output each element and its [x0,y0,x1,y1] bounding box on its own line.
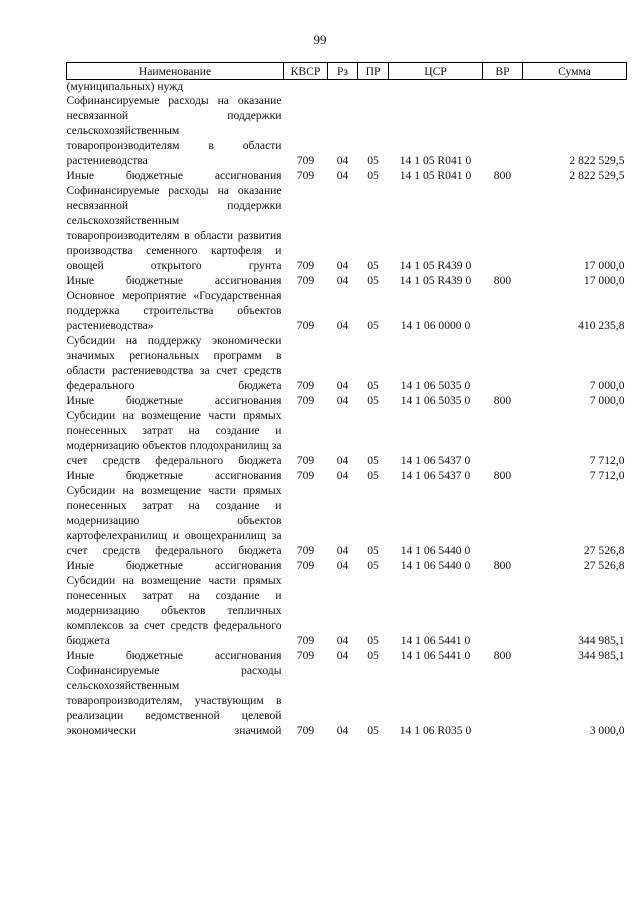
cell-pr: 05 [367,169,379,182]
table-row [67,648,627,663]
cell-vr [483,483,523,558]
cell-csr: 14 1 06 R035 0 [399,724,472,737]
header-vr: ВР [483,63,523,80]
table-row [67,288,627,333]
cell-sum: 2 822 529,5 [569,154,625,167]
cell-vr: 800 [493,169,512,182]
cell-name: Субсидии на возмещение части прямых понесенных затрат на создание и модернизацию объектов картофелехранилищ и овощехранилищ за счет средств федерального бюджета [66,484,282,557]
cell-csr: 14 1 06 5437 0 [400,454,471,467]
cell-rz: 04 [336,169,349,182]
cell-csr: 14 1 06 5437 0 [400,469,471,482]
cell-csr: 14 1 06 5440 0 [400,544,471,557]
cell-name: Иные бюджетные ассигнования [66,469,282,482]
continuation-row [67,80,627,94]
cell-vr: 800 [493,559,512,572]
cell-csr: 14 1 05 R439 0 [399,274,472,287]
header-rz: Рз [328,63,358,80]
cell-rz: 04 [336,394,349,407]
header-kvsr: КВСР [284,63,328,80]
cell-kvsr: 709 [296,379,315,392]
cell-name: Иные бюджетные ассигнования [66,559,282,572]
cell-kvsr: 709 [296,394,315,407]
cell-csr: 14 1 06 5035 0 [400,394,471,407]
cell-kvsr: 709 [296,319,315,332]
cell-rz: 04 [336,544,349,557]
cell-vr: 800 [493,274,512,287]
cell-vr [483,93,523,168]
page-number: 99 [313,32,327,47]
cell-pr: 05 [367,319,379,332]
table-row [67,663,627,738]
cell-pr: 05 [367,274,379,287]
cell-csr: 14 1 06 5440 0 [400,559,471,572]
cell-rz: 04 [336,454,349,467]
cell-name: Софинансируемые расходы сельскохозяйственным товаропроизводителям, участвующим в реализации ведомственной целевой экономически значимой [66,664,282,737]
cell-pr: 05 [367,559,379,572]
cell-name: Иные бюджетные ассигнования [66,169,282,182]
table-row [67,483,627,558]
budget-table [66,62,627,738]
cell-name: Иные бюджетные ассигнования [66,649,282,662]
cell-pr: 05 [367,259,379,272]
table-row [67,273,627,288]
table-header-row [67,63,627,80]
cell-sum: 17 000,0 [583,274,625,287]
cell-sum: 7 712,0 [589,454,625,467]
table-row [67,573,627,648]
cell-pr: 05 [367,544,379,557]
cell-kvsr: 709 [296,469,315,482]
cell-name: Иные бюджетные ассигнования [66,274,282,287]
table-row [67,558,627,573]
cell-name: Основное мероприятие «Государственная поддержка строительства объектов растениеводства» [66,289,282,332]
cell-vr [483,288,523,333]
cell-rz: 04 [336,274,349,287]
cell-kvsr: 709 [296,634,315,647]
cell-pr: 05 [367,634,379,647]
cell-csr: 14 1 06 0000 0 [400,319,471,332]
cell-pr: 05 [367,724,379,737]
cell-csr: 14 1 06 5035 0 [400,379,471,392]
cell-sum: 344 985,1 [578,649,625,662]
cell-pr: 05 [367,154,379,167]
cell-pr: 05 [367,379,379,392]
table-row [67,93,627,168]
header-sum: Сумма [523,63,627,80]
cell-vr [483,333,523,393]
cell-sum: 27 526,8 [583,559,625,572]
cell-name: Софинансируемые расходы на оказание несвязанной поддержки сельскохозяйственным товаропроизводителям в области развития производства семенного картофеля и овощей открытого грунта [66,184,282,272]
table-row [67,333,627,393]
table-row [67,168,627,183]
cell-vr [483,408,523,468]
continuation-text: (муниципальных) нужд [66,80,184,93]
cell-kvsr: 709 [296,274,315,287]
cell-rz: 04 [336,154,349,167]
cell-pr: 05 [367,469,379,482]
cell-sum: 7 000,0 [589,379,625,392]
cell-rz: 04 [336,649,349,662]
cell-csr: 14 1 05 R041 0 [399,169,472,182]
cell-csr: 14 1 05 R041 0 [399,154,472,167]
cell-kvsr: 709 [296,169,315,182]
cell-csr: 14 1 06 5441 0 [400,634,471,647]
header-name: Наименование [67,63,284,80]
cell-sum: 2 822 529,5 [569,169,625,182]
cell-sum: 7 712,0 [589,469,625,482]
cell-pr: 05 [367,394,379,407]
cell-sum: 410 235,8 [578,319,625,332]
cell-kvsr: 709 [296,559,315,572]
cell-csr: 14 1 05 R439 0 [399,259,472,272]
cell-rz: 04 [336,634,349,647]
cell-sum: 344 985,1 [578,634,625,647]
cell-vr [483,183,523,273]
table-row [67,183,627,273]
cell-sum: 27 526,8 [583,544,625,557]
cell-vr [483,663,523,738]
cell-name: Софинансируемые расходы на оказание несвязанной поддержки сельскохозяйственным товаропроизводителям в области растениеводства [66,94,282,167]
cell-rz: 04 [336,559,349,572]
cell-vr: 800 [493,394,512,407]
cell-kvsr: 709 [296,544,315,557]
cell-sum: 3 000,0 [589,724,625,737]
header-pr: ПР [358,63,389,80]
cell-kvsr: 709 [296,154,315,167]
cell-vr [483,573,523,648]
cell-name: Иные бюджетные ассигнования [66,394,282,407]
cell-csr: 14 1 06 5441 0 [400,649,471,662]
cell-kvsr: 709 [296,649,315,662]
cell-rz: 04 [336,469,349,482]
cell-name: Субсидии на поддержку экономически значимых региональных программ в области растениеводства за счет средств федерального бюджета [66,334,282,392]
cell-sum: 17 000,0 [583,259,625,272]
cell-rz: 04 [336,259,349,272]
header-csr: ЦСР [389,63,483,80]
cell-name: Субсидии на возмещение части прямых понесенных затрат на создание и модернизацию объектов тепличных комплексов за счет средств федерального бюджета [66,574,282,647]
table-row [67,408,627,468]
table-row [67,393,627,408]
table-row [67,468,627,483]
cell-sum: 7 000,0 [589,394,625,407]
cell-vr: 800 [493,469,512,482]
cell-pr: 05 [367,649,379,662]
cell-rz: 04 [336,319,349,332]
cell-pr: 05 [367,454,379,467]
cell-kvsr: 709 [296,724,315,737]
cell-vr: 800 [493,649,512,662]
cell-rz: 04 [336,379,349,392]
cell-kvsr: 709 [296,454,315,467]
cell-kvsr: 709 [296,259,315,272]
cell-name: Субсидии на возмещение части прямых понесенных затрат на создание и модернизацию объектов плодохранилищ за счет средств федерального бюджета [66,409,282,467]
cell-rz: 04 [336,724,349,737]
